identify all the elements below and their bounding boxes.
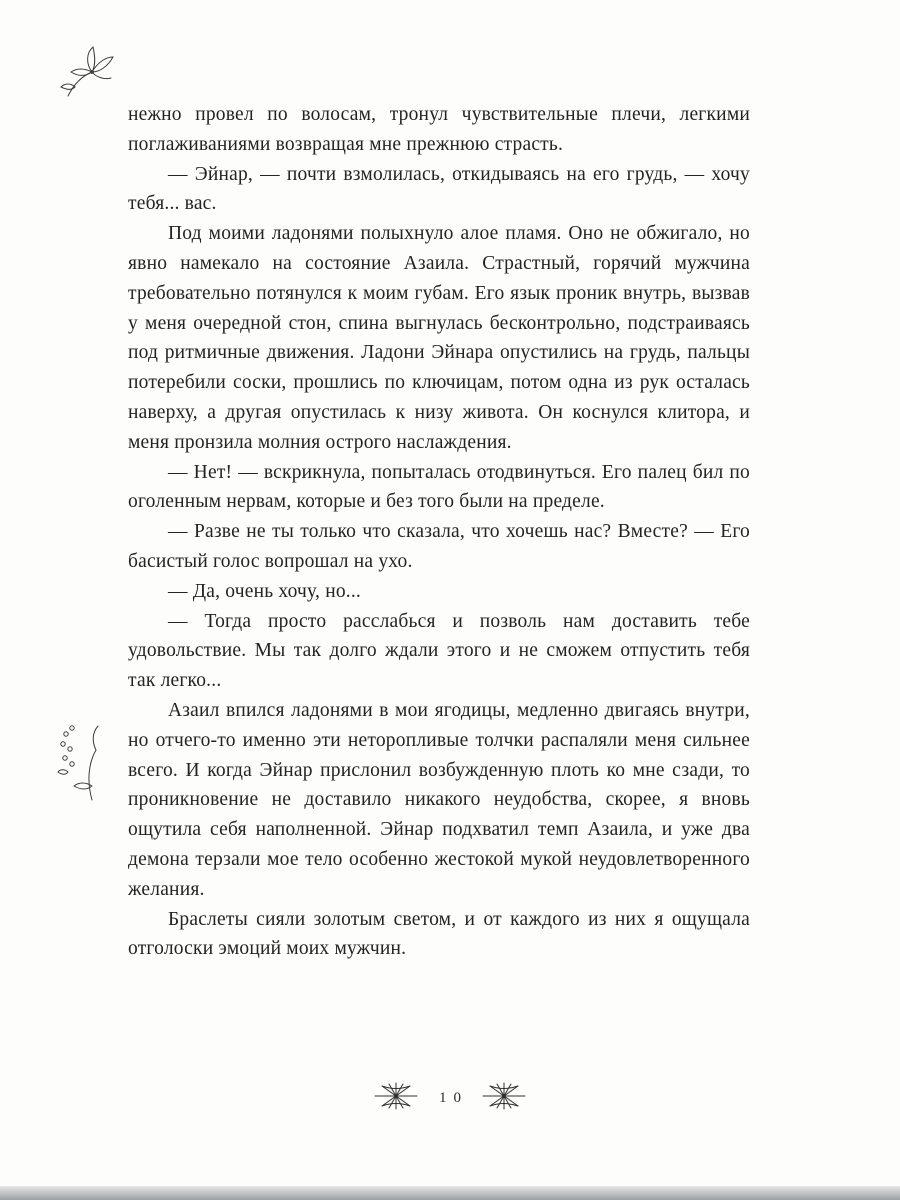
page-footer (0, 1082, 900, 1115)
paragraph: Браслеты сияли золотым светом, и от каждого из них я ощущала отголоски эмоций моих мужчин. (128, 908, 750, 960)
paragraph: — Эйнар, — почти взмолилась, откидываясь на его грудь, — хочу тебя... вас. (128, 163, 750, 215)
paragraph: Под моими ладонями полыхнуло алое пламя. Оно не обжигало, но явно намекало на состояние Азаила. Страстный, горячий мужчина требовательно потянулся к моим губам. Его язык проник внутрь, вызвав у меня очередной стон, спина выгнулась бесконтрольно, подстраиваясь под ритмичные движения. Ладони Эйнара опустились на грудь, пальцы потеребили соски, прошлись по ключицам, потом одна из рук осталась наверху, а другая опустилась к низу живота. Он коснулся клитора, и меня пронзила молния острого наслаждения. (128, 223, 750, 453)
page-number: 10 (439, 1090, 468, 1106)
page-text (128, 100, 750, 964)
paragraph: — Да, очень хочу, но... (168, 580, 362, 602)
footer-flourish-right-icon (481, 1082, 527, 1115)
paragraph: Азаил впился ладонями в мои ягодицы, медленно двигаясь внутри, но отчего-то именно эти неторопливые толчки распаляли меня сильнее всего. И когда Эйнар прислонил возбужденную плоть ко мне сзади, то проникновение не доставило никакого неудобства, скорее, я вновь ощутила себя наполненной. Эйнар подхватил темп Азаила, и уже два демона терзали мое тело особенно жестокой мукой неудовлетворенного желания. (128, 699, 750, 900)
paragraph: — Тогда просто расслабься и позволь нам доставить тебе удовольствие. Мы так долго ждали этого и не сможем отпустить тебя так легко... (128, 610, 750, 692)
paragraph: — Нет! — вскрикнула, попыталась отодвинуться. Его палец бил по оголенным нервам, которые и без того были на пределе. (128, 461, 750, 513)
floral-ornament-left-icon (56, 720, 108, 804)
page-bottom-edge (0, 1186, 900, 1200)
floral-ornament-top-icon (56, 42, 118, 104)
paragraph: — Разве не ты только что сказала, что хочешь нас? Вместе? — Его басистый голос вопрошал на ухо. (128, 521, 750, 572)
paragraph: нежно провел по волосам, тронул чувствительные плечи, легкими поглаживаниями возвращая мне прежнюю страсть. (128, 104, 750, 155)
footer-flourish-left-icon (373, 1082, 419, 1115)
